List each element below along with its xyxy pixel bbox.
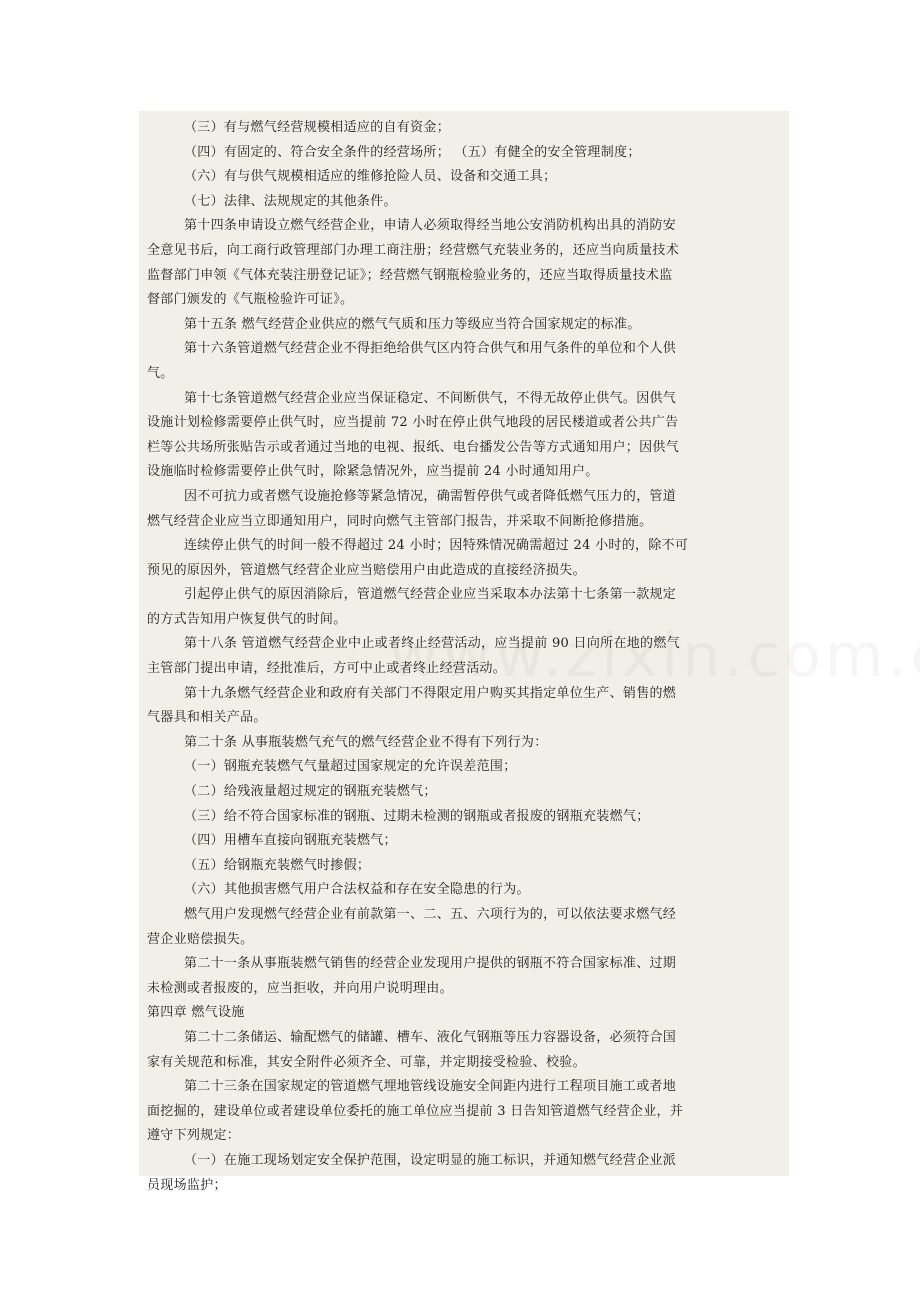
document-body [147, 116, 781, 1198]
text-line: （二）给残液量超过规定的钢瓶充装燃气； [184, 784, 437, 800]
text-line: 第二十二条储运、输配燃气的储罐、槽车、液化气钢瓶等压力容器设备，必须符合国 [184, 1029, 677, 1045]
text-line: （三）给不符合国家标准的钢瓶、过期未检测的钢瓶或者报废的钢瓶充装燃气； [184, 808, 650, 824]
text-line: （四）用槽车直接向钢瓶充装燃气； [184, 833, 397, 849]
text-line: 家有关规范和标准，其安全附件必须齐全、可靠，并定期接受检验、校验。 [147, 1054, 586, 1070]
text-line: 第十九条燃气经营企业和政府有关部门不得限定用户购买其指定单位生产、销售的燃 [184, 685, 677, 701]
text-line: 监督部门申领《气体充装注册登记证》；经营燃气钢瓶检验业务的，还应当取得质量技术监 [147, 267, 673, 283]
text-line: 第十五条 燃气经营企业供应的燃气气质和压力等级应当符合国家规定的标准。 [184, 316, 641, 332]
text-line: 因不可抗力或者燃气设施抢修等紧急情况，确需暂停供气或者降低燃气压力的，管道 [184, 488, 677, 504]
text-line: （四）有固定的、符合安全条件的经营场所； （五）有健全的安全管理制度； [184, 144, 641, 160]
text-line: （五）给钢瓶充装燃气时掺假； [184, 857, 371, 873]
text-line: 督部门颁发的《气瓶检验许可证》。 [147, 292, 354, 308]
text-line: 第四章 燃气设施 [147, 1005, 245, 1021]
text-line: （六）有与供气规模相适应的维修抢险人员、设备和交通工具； [184, 169, 557, 185]
text-line: （一）钢瓶充装燃气气量超过国家规定的允许误差范围； [184, 759, 517, 775]
text-line: 预见的原因外，管道燃气经营企业应当赔偿用户由此造成的直接经济损失。 [147, 562, 586, 578]
text-line: 的方式告知用户恢复供气的时间。 [147, 611, 347, 627]
text-line: 气器具和相关产品。 [147, 710, 267, 726]
text-line: （三）有与燃气经营规模相适应的自有资金； [184, 120, 451, 135]
text-line: 面挖掘的，建设单位或者建设单位委托的施工单位应当提前 3 日告知管道燃气经营企业，并 [147, 1103, 684, 1119]
text-line: 第十四条申请设立燃气经营企业，申请人必须取得经当地公安消防机构出具的消防安 [184, 218, 677, 234]
text-line: 设施临时检修需要停止供气时，除紧急情况外，应当提前 24 小时通知用户。 [147, 464, 599, 480]
text-line: 第十六条管道燃气经营企业不得拒绝给供气区内符合供气和用气条件的单位和个人供 [184, 341, 677, 357]
text-line: 气。 [147, 365, 174, 381]
text-line: 员现场监护； [147, 1177, 227, 1193]
document-page [139, 111, 789, 1193]
text-line: 营企业赔偿损失。 [147, 931, 254, 947]
text-line: 主管部门提出申请，经批准后，方可中止或者终止经营活动。 [147, 661, 507, 677]
text-line: 遵守下列规定： [147, 1128, 241, 1144]
text-line: 全意见书后，向工商行政管理部门办理工商注册；经营燃气充装业务的，还应当向质量技术 [147, 242, 680, 258]
text-line: 设施计划检修需要停止供气时，应当提前 72 小时在停止供气地段的居民楼道或者公共广告 [147, 415, 679, 431]
text-line: 未检测或者报废的，应当拒收，并向用户说明理由。 [147, 980, 453, 996]
text-line: （七）法律、法规规定的其他条件。 [184, 193, 397, 209]
text-line: 栏等公共场所张贴告示或者通过当地的电视、报纸、电台播发公告等方式通知用户；因供气 [147, 439, 680, 455]
text-line: 燃气经营企业应当立即通知用户，同时向燃气主管部门报告，并采取不间断抢修措施。 [147, 513, 653, 529]
text-line: 燃气用户发现燃气经营企业有前款第一、二、五、六项行为的，可以依法要求燃气经 [184, 907, 677, 922]
text-line: 引起停止供气的原因消除后，管道燃气经营企业应当采取本办法第十七条第一款规定 [184, 587, 677, 603]
text-line: 第十八条 管道燃气经营企业中止或者终止经营活动，应当提前 90 日向所在地的燃气 [184, 636, 680, 652]
text-line: （六）其他损害燃气用户合法权益和存在安全隐患的行为。 [184, 882, 530, 898]
text-line: 第二十条 从事瓶装燃气充气的燃气经营企业不得有下列行为： [184, 734, 548, 750]
text-line: 连续停止供气的时间一般不得超过 24 小时；因特殊情况确需超过 24 小时的，除不可 [184, 538, 689, 554]
text-line: 第二十一条从事瓶装燃气销售的经营企业发现用户提供的钢瓶不符合国家标准、过期 [184, 956, 677, 972]
text-line: 第十七条管道燃气经营企业应当保证稳定、不间断供气，不得无故停止供气。因供气 [184, 390, 677, 406]
text-line: （一）在施工现场划定安全保护范围，设定明显的施工标识，并通知燃气经营企业派 [184, 1152, 677, 1168]
text-line: 第二十三条在国家规定的管道燃气埋地管线设施安全间距内进行工程项目施工或者地 [184, 1079, 677, 1095]
